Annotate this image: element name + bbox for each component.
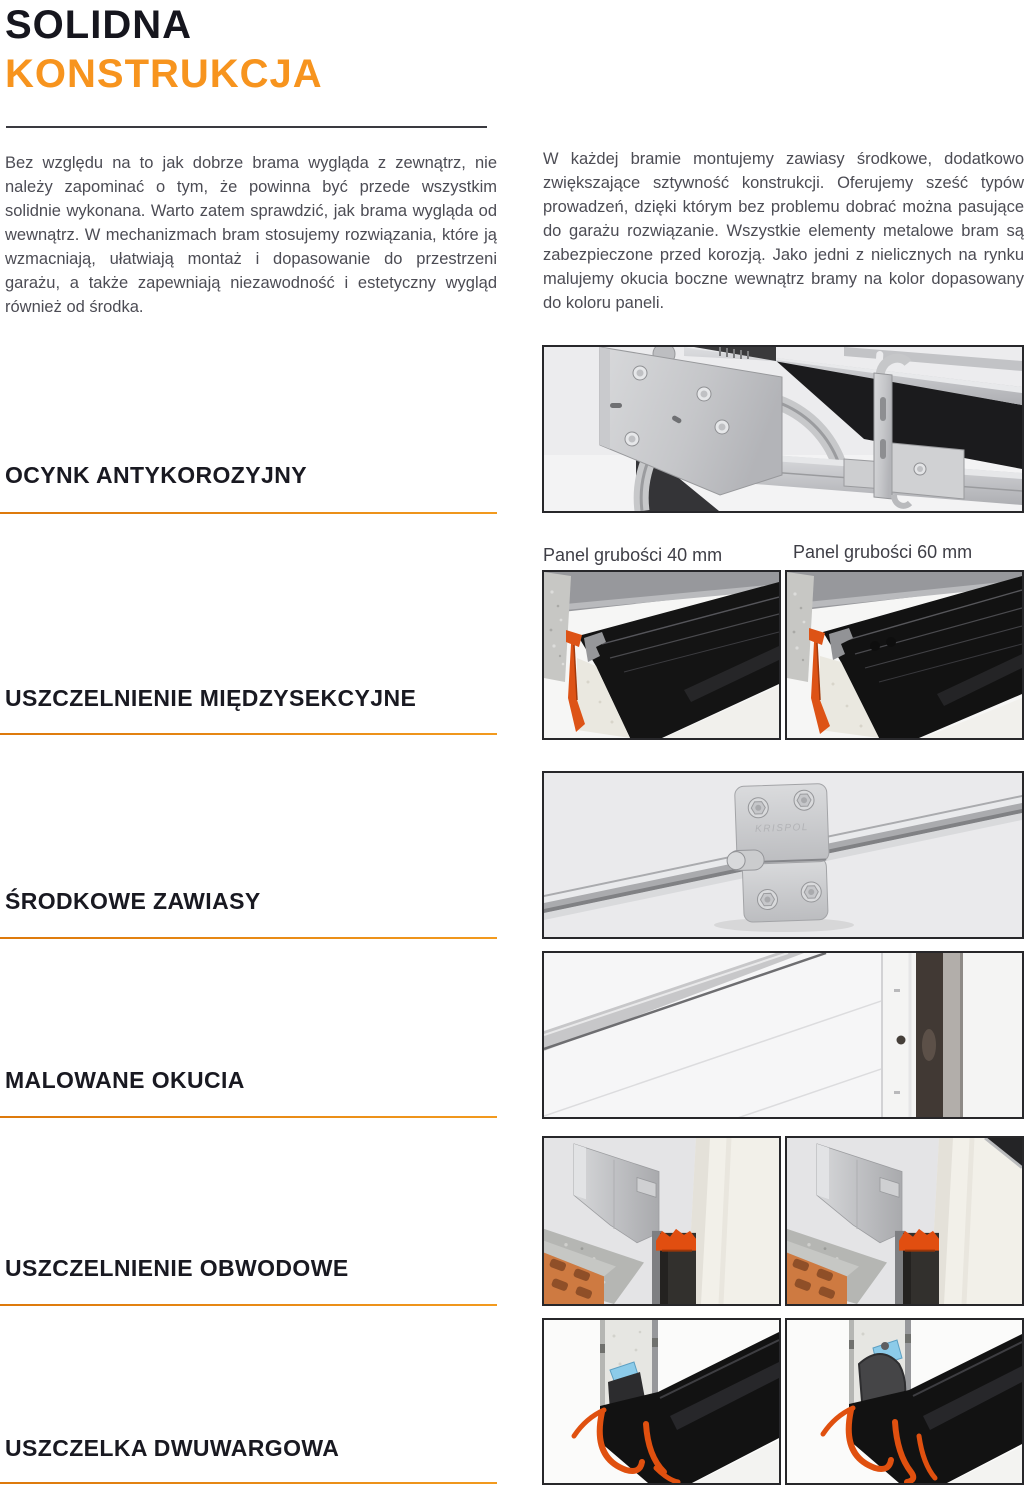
perimeter-seal-illustration-variant [787, 1138, 1022, 1304]
section-heading-okucia: MALOWANE OKUCIA [5, 1067, 245, 1093]
panel-label-40mm: Panel grubości 40 mm [543, 545, 723, 565]
section-heading-miedzysekcyjne: USZCZELNIENIE MIĘDZYSEKCYJNE [5, 685, 417, 711]
seal-orange-lip [899, 1229, 939, 1251]
figure-malowane-okucia [542, 951, 1024, 1119]
section-rule-okucia [0, 1116, 497, 1118]
section-heading-dwuwargowa: USZCZELKA DWUWARGOWA [5, 1435, 340, 1461]
section-heading-ocynk: OCYNK ANTYKOROZYJNY [5, 462, 307, 488]
figure-ocynk-antykorozyjny [542, 345, 1024, 513]
dual-lip-seal-illustration [544, 1320, 779, 1483]
perimeter-seal-illustration [544, 1138, 779, 1304]
middle-hinge-illustration [544, 773, 1022, 937]
dual-lip-seal-illustration-variant [787, 1320, 1022, 1483]
fitting-screw [897, 1036, 906, 1045]
page-title-line2: KONSTRUKCJA [5, 52, 323, 96]
figure-uszczelnienie-obwodowe-left [542, 1136, 781, 1306]
section-rule-obwodowe [0, 1304, 497, 1306]
hinge-brand-embossed: KRISPOL [754, 822, 810, 835]
section-rule-zawiasy [0, 937, 497, 939]
figure-panel-60mm-section [785, 570, 1024, 740]
section-heading-obwodowe: USZCZELNIENIE OBWODOWE [5, 1255, 349, 1281]
page-title-line1: SOLIDNA [5, 3, 192, 47]
figure-uszczelka-dwuwargowa-left [542, 1318, 781, 1485]
vertical-hanger-bracket [874, 373, 892, 499]
figure-uszczelka-dwuwargowa-right [785, 1318, 1024, 1485]
painted-fittings-illustration [544, 953, 1022, 1117]
page-title [5, 1, 323, 99]
intro-paragraph-right: W każdej bramie montujemy zawiasy środkowe, dodatkowo zwiększające sztywność konstrukcji. Oferujemy sześć typów prowadzeń, dzięki którym bez problemu dobrać można pasujące do garażu rozwiązanie. Wszystkie elementy metalowe bram są zabezpieczone przed korozją. Jako jedni z nielicznych na rynku malujemy okucia boczne wewnątrz bramy na kolor dopasowany do koloru paneli. [543, 150, 1024, 312]
galvanized-frame-illustration [544, 347, 1022, 511]
section-rule-miedzysekcyjne [0, 733, 497, 735]
seal-orange-lip [656, 1229, 696, 1251]
figure-srodkowe-zawiasy [542, 771, 1024, 939]
intro-paragraph-left: Bez względu na to jak dobrze brama wygląda z zewnątrz, nie należy zapominać o tym, że powinna być przede wszystkim solidnie wykonana. Warto zatem sprawdzić, jak brama wygląda od wewnątrz. W mechanizmach bram stosujemy rozwiązania, które ją wzmacniają, ułatwiają montaż i dopasowanie do przestrzeni garażu, a także zapewniają niezawodność i estetyczny wygląd również od środka. [5, 154, 497, 316]
section-heading-zawiasy: ŚRODKOWE ZAWIASY [5, 888, 261, 914]
section-rule-ocynk [0, 512, 497, 514]
figure-panel-40mm-section [542, 570, 781, 740]
figure-uszczelnienie-obwodowe-right [785, 1136, 1024, 1306]
section-rule-dwuwargowa [0, 1482, 497, 1484]
panel-40mm-illustration [544, 572, 779, 738]
panel-label-60mm: Panel grubości 60 mm [793, 542, 973, 562]
title-divider [6, 126, 487, 128]
panel-60mm-illustration [787, 572, 1022, 738]
